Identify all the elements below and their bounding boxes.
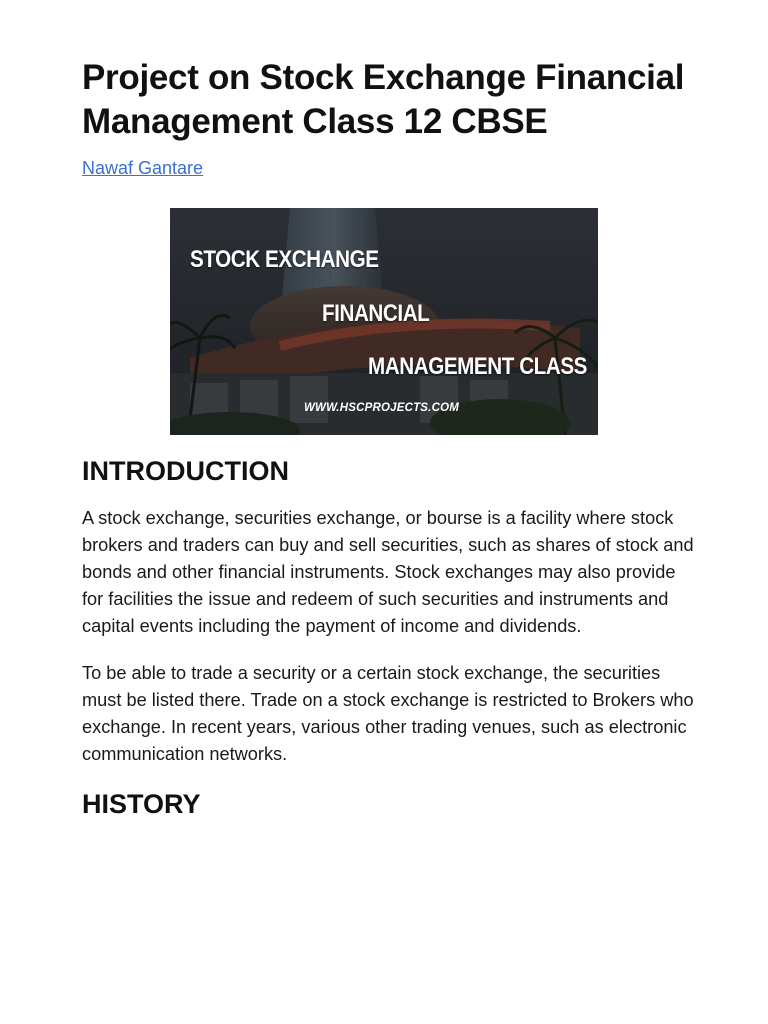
paragraph: A stock exchange, securities exchange, or bourse is a facility where stock brokers and traders can buy and sell securities, such as shares of stock and bonds and other financial instruments. Stock exchanges may also provide for facilities the issue and redeem of such securities and instruments and capital events including the payment of income and dividends.: [82, 508, 694, 636]
section-heading-history: HISTORY: [82, 789, 201, 819]
cover-caption-line1: STOCK EXCHANGE: [190, 246, 379, 273]
cover-caption-line3: MANAGEMENT CLASS: [368, 353, 588, 380]
document-page: [82, 56, 694, 820]
cover-caption-line2: FINANCIAL: [322, 300, 430, 327]
cover-image: [170, 208, 598, 435]
section-heading-introduction: INTRODUCTION: [82, 456, 289, 486]
cover-url: WWW.HSCPROJECTS.COM: [304, 402, 459, 414]
author-link[interactable]: Nawaf Gantare: [82, 158, 204, 178]
paragraph: To be able to trade a security or a certain stock exchange, the securities must be listed there. Trade on a stock exchange is restricted to Brokers who exchange. In recent years, various other trading venues, such as electronic communication networks.: [82, 663, 694, 764]
document-title: Project on Stock Exchange Financial Management Class 12 CBSE: [82, 58, 685, 141]
